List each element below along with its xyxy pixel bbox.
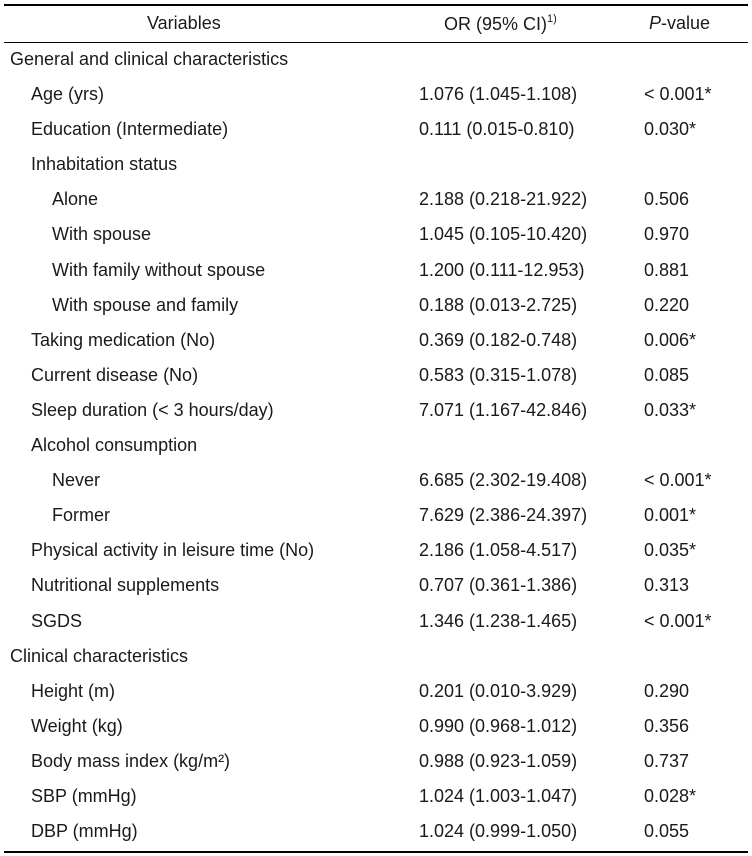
table-bottom-rule — [4, 851, 748, 853]
variable-label: SBP (mmHg) — [31, 785, 137, 806]
table-row — [4, 253, 748, 288]
p-value: 0.055 — [644, 821, 690, 842]
table-row — [4, 112, 748, 147]
p-value: 0.737 — [644, 750, 690, 771]
table-row — [4, 428, 748, 463]
p-value: < 0.001* — [644, 610, 712, 631]
variable-label: Weight (kg) — [31, 715, 123, 736]
p-value: 0.001* — [644, 505, 697, 526]
table-row — [4, 814, 748, 849]
variable-label: SGDS — [31, 610, 83, 631]
header-p-italic: P — [649, 13, 662, 33]
table-row — [4, 604, 748, 639]
odds-ratio-value: 0.369 (0.182-0.748) — [419, 329, 578, 350]
header-p-suffix: -value — [661, 13, 711, 33]
odds-ratio-value: 1.346 (1.238-1.465) — [419, 610, 578, 631]
odds-ratio-value: 0.583 (0.315-1.078) — [419, 364, 578, 385]
variable-label: Education (Intermediate) — [31, 119, 229, 140]
table-row — [4, 323, 748, 358]
p-value: 0.290 — [644, 680, 690, 701]
table-header — [4, 6, 748, 42]
odds-ratio-value: 6.685 (2.302-19.408) — [419, 470, 588, 491]
variable-label: With spouse and family — [52, 294, 239, 315]
p-value: 0.220 — [644, 294, 690, 315]
odds-ratio-value: 7.629 (2.386-24.397) — [419, 505, 588, 526]
odds-ratio-value: 1.076 (1.045-1.108) — [419, 84, 578, 105]
variable-label: Inhabitation status — [31, 154, 178, 175]
p-value: 0.028* — [644, 785, 697, 806]
variable-label: Height (m) — [31, 680, 116, 701]
variable-label: Never — [52, 470, 101, 491]
table-row — [4, 533, 748, 568]
p-value: 0.035* — [644, 540, 697, 561]
variable-label: Current disease (No) — [31, 364, 199, 385]
variable-label: Alcohol consumption — [31, 435, 198, 456]
p-value: 0.085 — [644, 364, 690, 385]
table-row — [4, 568, 748, 603]
odds-ratio-value: 1.045 (0.105-10.420) — [419, 224, 588, 245]
table-row — [4, 182, 748, 217]
variable-label: General and clinical characteristics — [10, 49, 289, 69]
odds-ratio-value: 2.186 (1.058-4.517) — [419, 540, 578, 561]
section-row — [4, 639, 748, 674]
p-value: 0.881 — [644, 259, 690, 280]
table-row — [4, 358, 748, 393]
odds-ratio-value: 1.024 (1.003-1.047) — [419, 785, 578, 806]
odds-ratio-value: 0.990 (0.968-1.012) — [419, 715, 578, 736]
odds-ratio-value: 0.111 (0.015-0.810) — [419, 119, 575, 140]
table-row — [4, 147, 748, 182]
variable-label: DBP (mmHg) — [31, 821, 138, 842]
variable-label: Alone — [52, 189, 99, 210]
p-value: 0.006* — [644, 329, 697, 350]
table-body — [4, 42, 748, 849]
variable-label: Sleep duration (< 3 hours/day) — [31, 399, 274, 420]
table-row — [4, 674, 748, 709]
variable-label: Taking medication (No) — [31, 329, 216, 350]
p-value: 0.506 — [644, 189, 690, 210]
table-row — [4, 393, 748, 428]
odds-ratio-value: 2.188 (0.218-21.922) — [419, 189, 588, 210]
table-row — [4, 709, 748, 744]
table-row — [4, 288, 748, 323]
p-value: 0.033* — [644, 399, 697, 420]
odds-ratio-table — [4, 0, 748, 853]
table-row — [4, 463, 748, 498]
header-variables: Variables — [147, 13, 221, 33]
variable-label: Former — [52, 505, 110, 526]
header-or-ci — [444, 13, 557, 35]
variable-label: Clinical characteristics — [10, 645, 189, 666]
p-value: 0.970 — [644, 224, 690, 245]
p-value: 0.356 — [644, 715, 690, 736]
p-value: 0.030* — [644, 119, 697, 140]
odds-ratio-value: 1.200 (0.111-12.953) — [419, 259, 585, 280]
p-value: < 0.001* — [644, 84, 712, 105]
p-value: 0.313 — [644, 575, 690, 596]
header-or-ci-label: OR (95% CI) — [444, 14, 548, 34]
table-row — [4, 744, 748, 779]
section-row — [4, 42, 748, 77]
odds-ratio-value: 0.188 (0.013-2.725) — [419, 294, 578, 315]
odds-ratio-value: 0.707 (0.361-1.386) — [419, 575, 578, 596]
p-value: < 0.001* — [644, 470, 712, 491]
odds-ratio-value: 0.988 (0.923-1.059) — [419, 750, 578, 771]
table-row — [4, 77, 748, 112]
odds-ratio-value: 7.071 (1.167-42.846) — [419, 399, 588, 420]
table-row — [4, 498, 748, 533]
variable-label: Age (yrs) — [31, 84, 105, 105]
header-or-ci-footnote: 1) — [547, 13, 557, 25]
odds-ratio-value: 1.024 (0.999-1.050) — [419, 821, 578, 842]
table-row — [4, 779, 748, 814]
variable-label: With family without spouse — [52, 259, 266, 280]
odds-ratio-value: 0.201 (0.010-3.929) — [419, 680, 578, 701]
variable-label: With spouse — [52, 224, 152, 245]
header-p-value — [649, 13, 710, 34]
variable-label: Body mass index (kg/m²) — [31, 750, 231, 771]
variable-label: Nutritional supplements — [31, 575, 220, 596]
variable-label: Physical activity in leisure time (No) — [31, 540, 315, 561]
table-row — [4, 217, 748, 252]
